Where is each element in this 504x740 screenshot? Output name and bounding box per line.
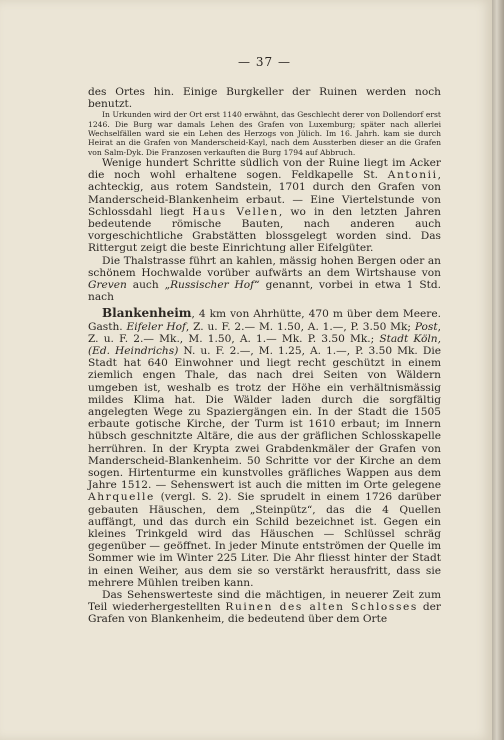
text-segment: Antonii (387, 169, 438, 182)
text-segment: Eifeler Hof (126, 320, 186, 333)
page-edge (492, 0, 504, 740)
text-segment: auch (126, 278, 165, 291)
text-segment: Blankenheim (102, 306, 192, 321)
text-segment: N. u. F. 2.—, M. 1.25, A. 1.—, P. 3.50 Mk. Die Stadt hat 640 Einwohner und liegt recht geschützt in einem ziemlich engen Thale, das nach drei Seiten von Wäldern umgeben ist, weshalb es trotz der Höhe ein verhältnismässig mildes Klima hat. Die Wälder laden durch die sorgfältig angelegten Wege zu Spaziergängen ein. In der Stadt die 1505 erbaute gotische Kirche, der Turm ist 1610 erbaut; im Innern hübsch geschnitzte Altäre, die aus der gräflichen Schlosskapelle herrühren. In der Krypta zwei Grabdenkmäler der Grafen von Manderscheid-Blankenheim. 50 Schritte vor der Kirche an dem sogen. Hirtenturme ein kunstvolles gräfliches Wappen aus dem Jahre 1512. — Sehenswert ist auch die mitten im Orte gelegene (88, 344, 441, 492)
text-segment: Ruinen des alten Schlosses (225, 601, 418, 614)
text-segment: , Z. u. F. 2.— Mk., M. 1.50, A. 1.— Mk. P. 3.50 Mk.; (88, 320, 441, 345)
text-segment: , achteckig, aus rotem Sandstein, 1701 durch den Grafen von Manderscheid-Blankenheim erbaut. — Eine Viertelstunde von Schlossdahl liegt (88, 169, 441, 218)
text-segment: genannt, vorbei in etwa 1 Std. nach (88, 278, 441, 304)
text-segment: In Urkunden wird der Ort erst 1140 erwähnt, das Geschlecht derer von Dollendorf erst 1246. Die Burg war damals Lehen des Grafen von Luxemburg; später nach allerlei Wechselfällen ward sie ein Lehen des Herzogs von Jülich. Im 16. Jahrh. kam sie durch Heirat an die Grafen von Manderscheid-Kayl, nach dem Aussterben dieser an die Grafen von Salm-Dyk. Die Franzosen verkauften die Burg 1794 auf Abbruch. (88, 110, 441, 157)
text-segment: Ahrquelle (88, 491, 155, 504)
text-segment: des Ortes hin. Einige Burgkeller der Ruinen werden noch benutzt. (88, 86, 441, 111)
text-segment: der Grafen von Blankenheim, die bedeutend über dem Orte (88, 601, 441, 626)
paragraph (88, 157, 441, 255)
text-segment: Das Sehenswerteste sind die mächtigen, in neuerer Zeit zum Teil wiederhergestellten (88, 589, 441, 614)
text-segment: Greven (88, 278, 127, 291)
paragraph (88, 589, 441, 626)
text-segment: Post (414, 320, 438, 333)
text-segment: Stadt Köln, (Ed. Heindrichs) (88, 332, 441, 357)
page-number-header: — 37 — (238, 55, 291, 69)
text-segment: Wenige hundert Schritte südlich von der Ruine liegt im Acker die noch wohl erhaltene sogen. Feldkapelle St. (88, 156, 441, 182)
text-segment: (vergl. S. 2). Sie sprudelt in einem 1726 darüber gebauten Häuschen, dem „Steinpütz“, das die 4 Quellen auffängt, und das durch ein Schild bezeichnet ist. Gegen ein kleines Trinkgeld wird das Häuschen — Schlüssel schräg gegenüber — geöffnet. In jeder Minute entströmen der Quelle im Sommer wie im Winter 225 Liter. Die Ahr fliesst hinter der Stadt in einen Weiher, aus dem sie so verstärkt herausfritt, dass sie mehrere Mühlen treiben kann. (88, 491, 441, 589)
paragraph (88, 307, 441, 589)
paragraph (88, 86, 441, 110)
text-segment: , wo in den letzten Jahren bedeutende römische Bauten, nach anderen auch vorgeschichtliche Grabstätten blossgelegt worden sind. Das Rittergut zeigt die beste Einrichtung aller Eifelgüter. (88, 205, 442, 255)
text-segment: , Z. u. F. 2.— M. 1.50, A. 1.—, P. 3.50 Mk; (185, 320, 415, 333)
text-segment: „Russischer Hof“ (164, 278, 260, 291)
page-content (88, 55, 441, 626)
text-segment: Die Thalstrasse führt an kahlen, mässig hohen Bergen oder an schönem Hochwalde vorüber aufwärts an dem Wirtshause von (88, 254, 441, 279)
text-segment: Haus Vellen (192, 205, 279, 218)
body-text (88, 86, 441, 626)
paragraph (88, 255, 441, 304)
footnote-paragraph (88, 110, 441, 156)
text-segment: , 4 km von Ahrhütte, 470 m über dem Meere. Gasth. (88, 308, 441, 333)
